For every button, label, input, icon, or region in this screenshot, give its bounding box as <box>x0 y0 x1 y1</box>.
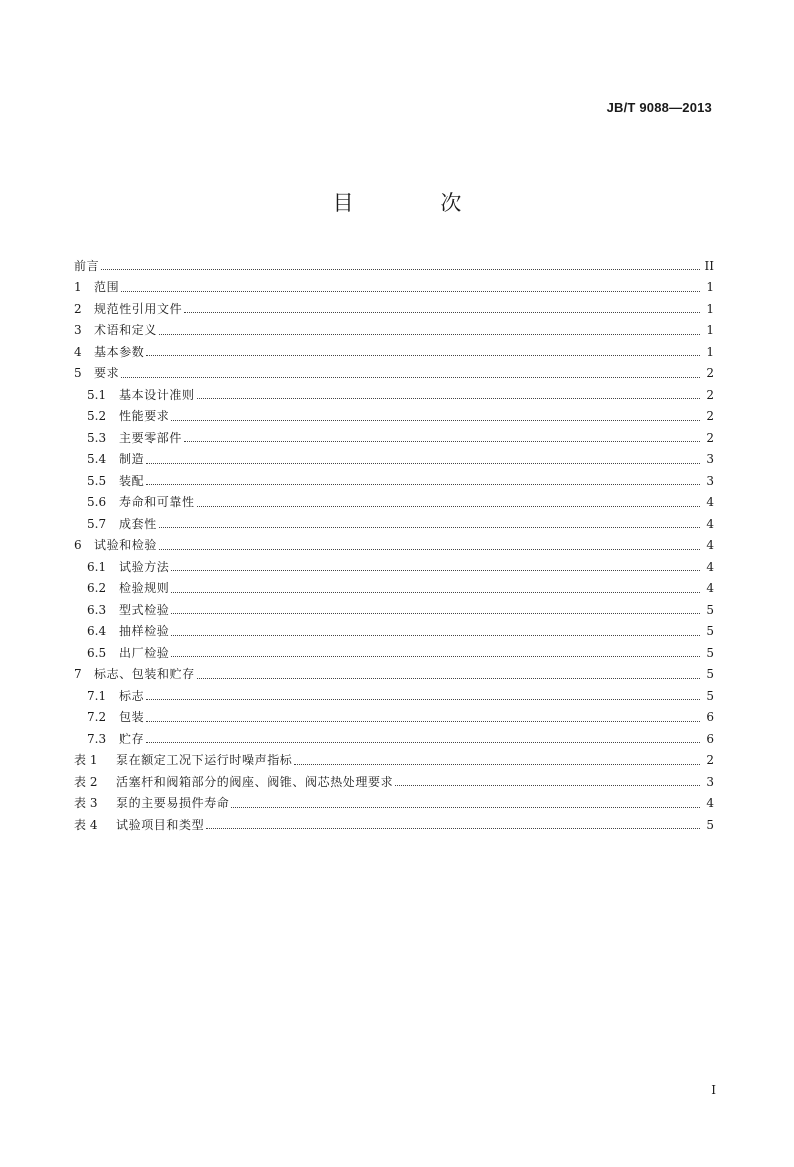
toc-entry-7[interactable] <box>74 664 714 686</box>
toc-entry-label: 主要零部件 <box>119 430 183 445</box>
toc-entry-5[interactable] <box>74 363 714 385</box>
toc-entry-label: 贮存 <box>119 731 145 746</box>
toc-entry-number: 5.1 <box>87 387 107 402</box>
toc-entry-label: 规范性引用文件 <box>94 301 183 316</box>
toc-entry-number: 7.2 <box>87 710 107 725</box>
toc-entry-label: 试验方法 <box>119 559 170 574</box>
toc-entry-number: 2 <box>74 301 82 316</box>
toc-entry-5-1[interactable] <box>74 384 714 406</box>
toc-entry-number: 7.1 <box>87 688 107 703</box>
toc-entry-number: 5 <box>74 366 82 381</box>
dot-leader <box>146 355 700 356</box>
toc-entry-number: 6.3 <box>87 602 107 617</box>
toc-entry-page: 6 <box>706 710 714 725</box>
toc-entry-page: 2 <box>706 387 714 402</box>
toc-entry-label: 试验和检验 <box>94 538 158 553</box>
dot-leader <box>159 527 700 528</box>
toc-entry-number: 5.6 <box>87 495 107 510</box>
dot-leader <box>395 785 700 786</box>
dot-leader <box>231 807 700 808</box>
toc-entry-page: 2 <box>706 366 714 381</box>
dot-leader <box>146 742 700 743</box>
toc-entry-table-4[interactable] <box>74 814 714 836</box>
toc-entry-page: 5 <box>706 624 714 639</box>
toc-entry-2[interactable] <box>74 298 714 320</box>
dot-leader <box>197 678 700 679</box>
toc-entry-page: 3 <box>706 774 714 789</box>
toc-entry-page: 5 <box>706 667 714 682</box>
dot-leader <box>171 635 700 636</box>
page-number: I <box>711 1083 716 1097</box>
toc-entry-number: 6 <box>74 538 82 553</box>
dot-leader <box>171 656 700 657</box>
dot-leader <box>184 312 700 313</box>
toc-entry-label: 试验项目和类型 <box>116 817 205 832</box>
dot-leader <box>146 721 700 722</box>
toc-entry-page: 5 <box>706 602 714 617</box>
toc-entry-number: 3 <box>74 323 82 338</box>
toc-entry-page: 5 <box>706 817 714 832</box>
toc-entry-page: 1 <box>706 323 714 338</box>
toc-entry-page: 2 <box>706 409 714 424</box>
toc-entry-page: II <box>704 258 714 273</box>
toc-entry-number: 5.4 <box>87 452 107 467</box>
toc-entry-page: 4 <box>706 559 714 574</box>
toc-entry-label: 活塞杆和阀箱部分的阀座、阀锥、阀芯热处理要求 <box>116 774 394 789</box>
toc-entry-label: 泵的主要易损件寿命 <box>116 796 230 811</box>
toc-entry-6-1[interactable] <box>74 556 714 578</box>
dot-leader <box>101 269 700 270</box>
toc-entry-label: 制造 <box>119 452 145 467</box>
toc-entry-6-5[interactable] <box>74 642 714 664</box>
toc-entry-page: 5 <box>706 645 714 660</box>
toc-entry-label: 装配 <box>119 473 145 488</box>
toc-entry-6-3[interactable] <box>74 599 714 621</box>
toc-entry-number: 6.2 <box>87 581 107 596</box>
toc-entry-number: 6.5 <box>87 645 107 660</box>
toc-entry-label: 型式检验 <box>119 602 170 617</box>
toc-entry-label: 泵在额定工况下运行时噪声指标 <box>116 753 293 768</box>
toc-entry-5-6[interactable] <box>74 492 714 514</box>
toc-entry-number: 表 2 <box>74 774 98 789</box>
toc-entry-page: 6 <box>706 731 714 746</box>
dot-leader <box>121 291 700 292</box>
dot-leader <box>294 764 700 765</box>
dot-leader <box>146 463 700 464</box>
dot-leader <box>121 377 700 378</box>
toc-entry-6[interactable] <box>74 535 714 557</box>
toc-entry-page: 3 <box>706 473 714 488</box>
toc-entry-label: 术语和定义 <box>94 323 158 338</box>
toc-entry-page: 1 <box>706 301 714 316</box>
toc-entry-6-4[interactable] <box>74 621 714 643</box>
toc-entry-7-1[interactable] <box>74 685 714 707</box>
toc-entry-number: 7.3 <box>87 731 107 746</box>
toc-entry-page: 4 <box>706 495 714 510</box>
dot-leader <box>146 484 700 485</box>
standard-number: JB/T 9088—2013 <box>606 100 712 115</box>
toc-entry-page: 4 <box>706 796 714 811</box>
toc-entry-label: 基本设计准则 <box>119 387 195 402</box>
toc-entry-number: 6.1 <box>87 559 107 574</box>
toc-entry-5-3[interactable] <box>74 427 714 449</box>
toc-entry-page: 4 <box>706 581 714 596</box>
toc-entry-label: 抽样检验 <box>119 624 170 639</box>
dot-leader <box>184 441 700 442</box>
toc-entry-label: 成套性 <box>119 516 157 531</box>
toc-entry-number: 表 4 <box>74 817 98 832</box>
toc-entry-page: 5 <box>706 688 714 703</box>
toc-entry-label: 包装 <box>119 710 145 725</box>
toc-entry-number: 5.2 <box>87 409 107 424</box>
toc-entry-number: 5.5 <box>87 473 107 488</box>
dot-leader <box>159 334 700 335</box>
toc-entry-label: 性能要求 <box>119 409 170 424</box>
dot-leader <box>171 420 700 421</box>
toc-entry-4[interactable] <box>74 341 714 363</box>
dot-leader <box>171 613 700 614</box>
toc-entry-page: 1 <box>706 344 714 359</box>
toc-entry-page: 2 <box>706 753 714 768</box>
dot-leader <box>159 549 700 550</box>
toc-entry-7-2[interactable] <box>74 707 714 729</box>
toc-entry-label: 标志 <box>119 688 145 703</box>
toc-entry-5-2[interactable] <box>74 406 714 428</box>
toc-entry-table-1[interactable] <box>74 750 714 772</box>
toc-entry-label: 范围 <box>94 280 120 295</box>
toc-entry-table-2[interactable] <box>74 771 714 793</box>
toc-entry-number: 表 1 <box>74 753 98 768</box>
toc-entry-label: 前言 <box>74 258 100 273</box>
dot-leader <box>171 570 700 571</box>
toc-entry-5-5[interactable] <box>74 470 714 492</box>
table-of-contents <box>74 255 714 836</box>
dot-leader <box>197 398 700 399</box>
toc-entry-number: 7 <box>74 667 82 682</box>
toc-entry-label: 基本参数 <box>94 344 145 359</box>
toc-entry-7-3[interactable] <box>74 728 714 750</box>
toc-entry-number: 表 3 <box>74 796 98 811</box>
toc-entry-foreword[interactable] <box>74 255 714 277</box>
toc-title: 目 次 <box>332 191 502 215</box>
toc-entry-page: 4 <box>706 516 714 531</box>
toc-entry-3[interactable] <box>74 320 714 342</box>
toc-entry-number: 4 <box>74 344 82 359</box>
toc-entry-label: 出厂检验 <box>119 645 170 660</box>
toc-entry-number: 6.4 <box>87 624 107 639</box>
dot-leader <box>197 506 700 507</box>
dot-leader <box>171 592 700 593</box>
toc-entry-page: 3 <box>706 452 714 467</box>
toc-entry-page: 4 <box>706 538 714 553</box>
toc-entry-page: 1 <box>706 280 714 295</box>
toc-entry-page: 2 <box>706 430 714 445</box>
toc-entry-label: 要求 <box>94 366 120 381</box>
toc-entry-number: 5.7 <box>87 516 107 531</box>
toc-entry-5-7[interactable] <box>74 513 714 535</box>
toc-entry-number: 5.3 <box>87 430 107 445</box>
toc-entry-label: 寿命和可靠性 <box>119 495 195 510</box>
toc-entry-label: 检验规则 <box>119 581 170 596</box>
dot-leader <box>206 828 700 829</box>
toc-entry-6-2[interactable] <box>74 578 714 600</box>
dot-leader <box>146 699 700 700</box>
toc-entry-5-4[interactable] <box>74 449 714 471</box>
toc-entry-number: 1 <box>74 280 82 295</box>
toc-entry-1[interactable] <box>74 277 714 299</box>
toc-entry-table-3[interactable] <box>74 793 714 815</box>
toc-entry-label: 标志、包装和贮存 <box>94 667 195 682</box>
